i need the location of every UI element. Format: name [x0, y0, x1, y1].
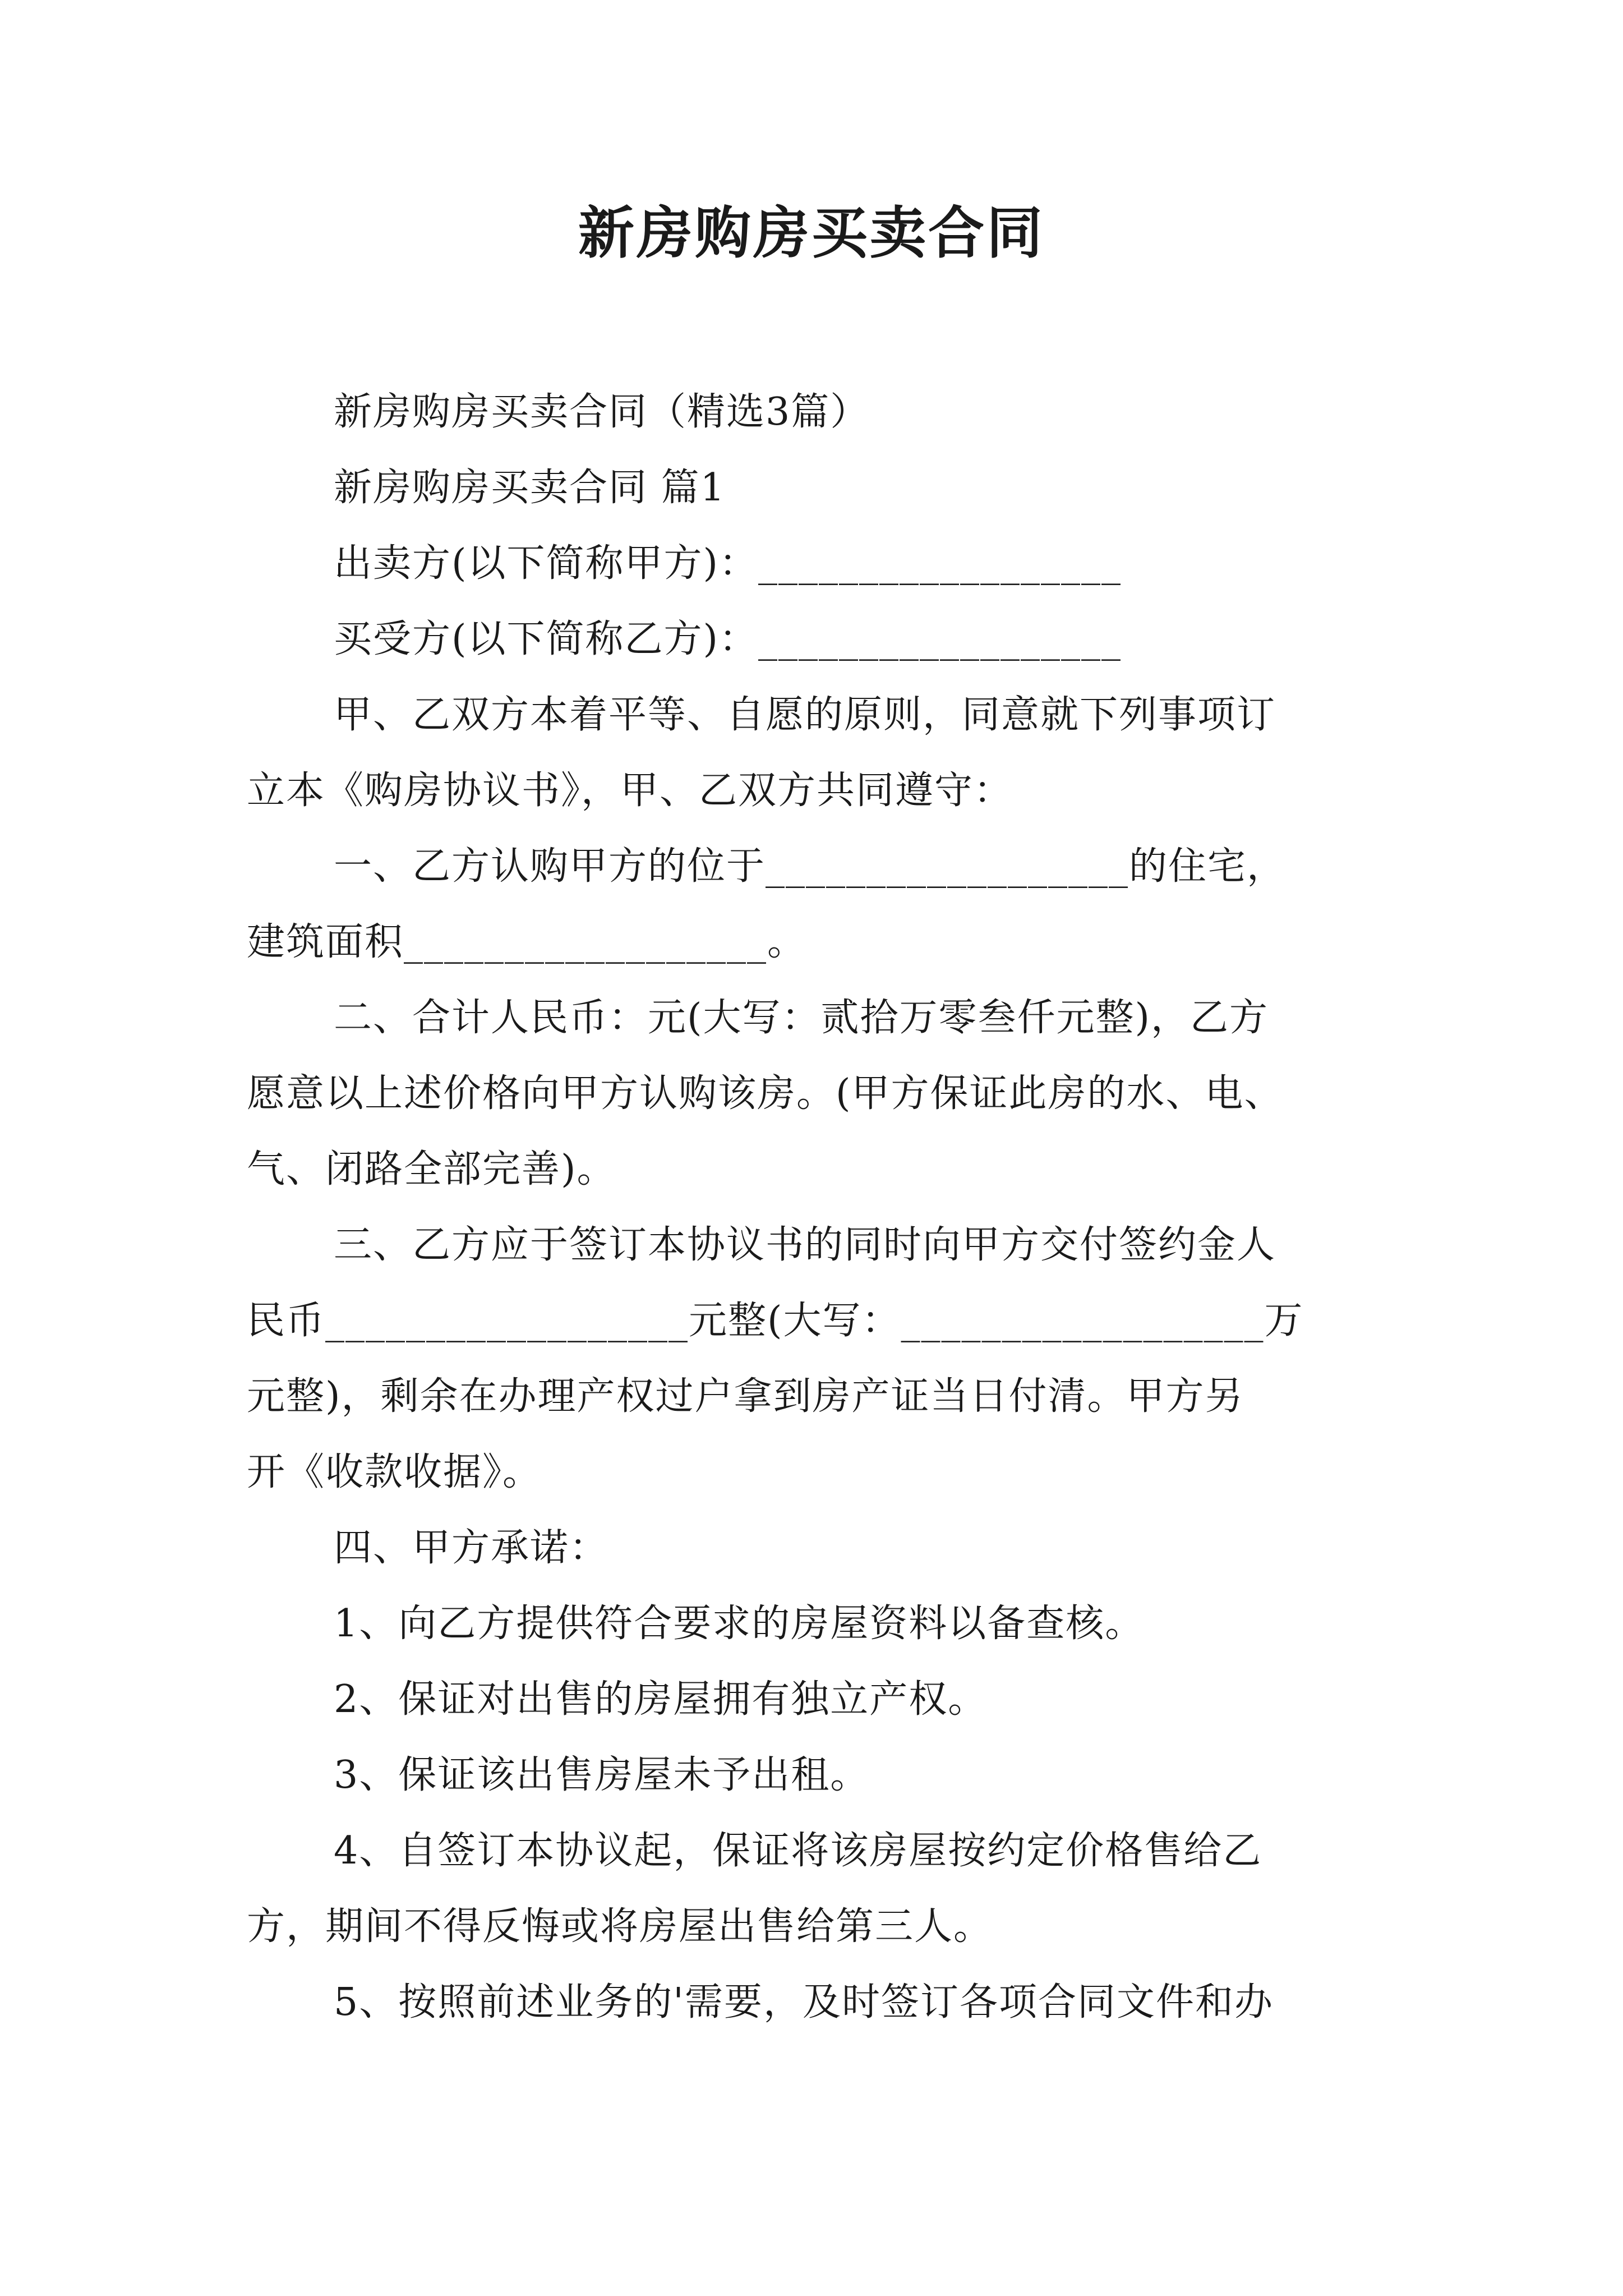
paragraph-line: 3、保证该出售房屋未予出租。 [334, 1753, 870, 1797]
paragraph-line: 5、按照前述业务的'需要，及时签订各项合同文件和办 [334, 1980, 1274, 2024]
paragraph-line: 方，期间不得反悔或将房屋出售给第三人。 [247, 1904, 993, 1949]
paragraph-line: 新房购房买卖合同（精选3篇） [334, 390, 870, 434]
paragraph-line: 愿意以上述价格向甲方认购该房。(甲方保证此房的水、电、 [247, 1071, 1284, 1116]
paragraph-line: 民币__________________元整(大写：__________________万 [247, 1299, 1304, 1343]
paragraph-line: 一、乙方认购甲方的位于__________________的住宅， [334, 844, 1287, 889]
paragraph-line: 二、合计人民币：元(大写：贰拾万零叁仟元整)，乙方 [334, 996, 1269, 1040]
paragraph-line: 四、甲方承诺： [334, 1526, 609, 1570]
paragraph-line: 开《收款收据》。 [247, 1450, 542, 1494]
paragraph-line: 4、自签订本协议起，保证将该房屋按约定价格售给乙 [334, 1829, 1262, 1873]
paragraph-line: 新房购房买卖合同 篇1 [334, 466, 726, 510]
paragraph-line: 2、保证对出售的房屋拥有独立产权。 [334, 1677, 988, 1722]
document-title: 新房购房买卖合同 [578, 200, 1045, 266]
paragraph-line: 出卖方(以下简称甲方)：__________________ [334, 541, 1122, 586]
paragraph-line: 气、闭路全部完善)。 [247, 1147, 616, 1191]
paragraph-line: 买受方(以下简称乙方)：__________________ [334, 617, 1122, 661]
paragraph-line: 立本《购房协议书》，甲、乙双方共同遵守： [247, 769, 1013, 813]
paragraph-line: 建筑面积__________________。 [247, 920, 807, 964]
paragraph-line: 甲、乙双方本着平等、自愿的原则，同意就下列事项订 [334, 693, 1276, 737]
paragraph-line: 元整)，剩余在办理产权过户拿到房产证当日付清。甲方另 [247, 1374, 1244, 1419]
paragraph-line: 三、乙方应于签订本协议书的同时向甲方交付签约金人 [334, 1223, 1276, 1267]
paragraph-line: 1、向乙方提供符合要求的房屋资料以备查核。 [334, 1602, 1145, 1646]
